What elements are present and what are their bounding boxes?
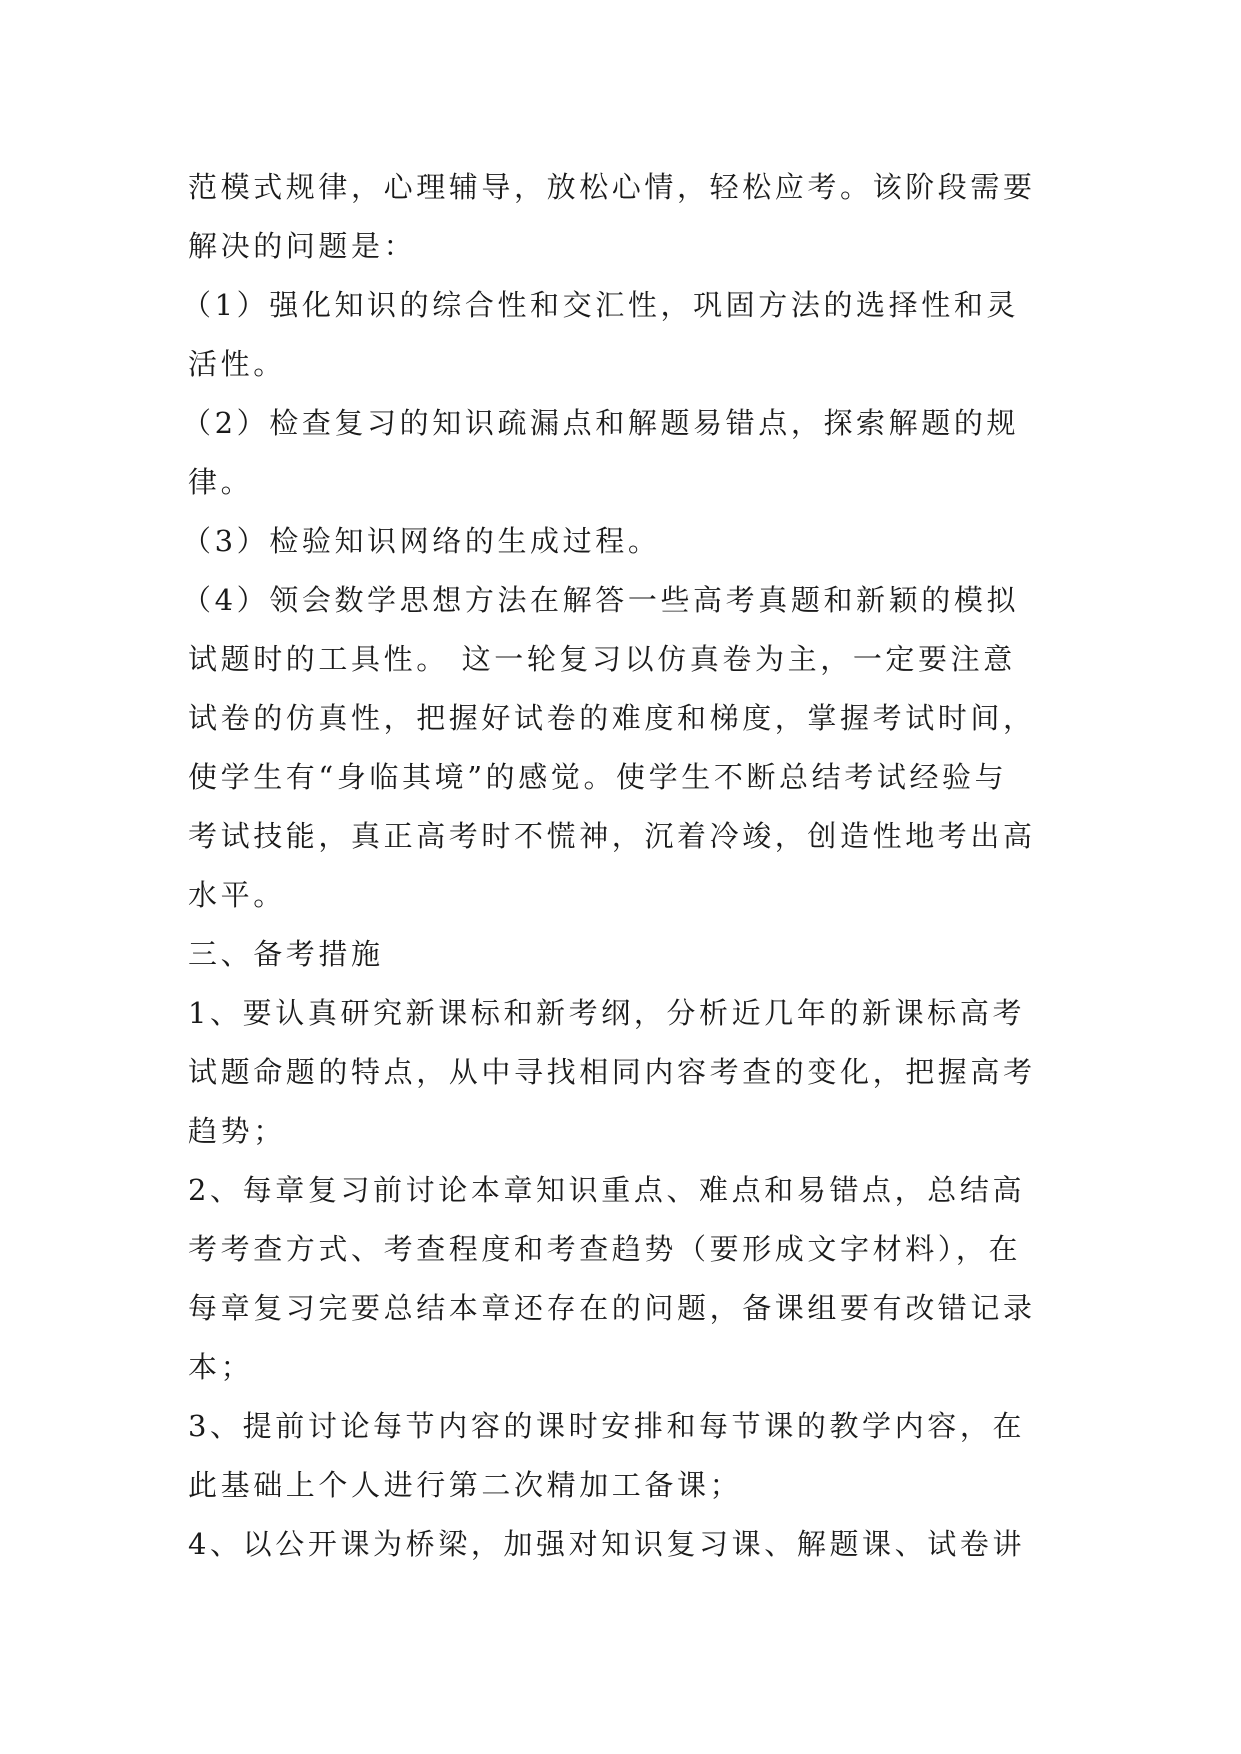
numbered-item-2: 2、每章复习前讨论本章知识重点、难点和易错点，总结高: [188, 1173, 1026, 1207]
text-line: 试题时的工具性。 这一轮复习以仿真卷为主，一定要注意: [188, 642, 1016, 676]
numbered-item-4: 4、以公开课为桥梁，加强对知识复习课、解题课、试卷讲: [188, 1527, 1026, 1561]
numbered-item-1: 1、要认真研究新课标和新考纲，分析近几年的新课标高考: [188, 996, 1026, 1030]
text-line: 本；: [188, 1350, 254, 1384]
text-line: 律。: [188, 465, 254, 499]
text-line: 此基础上个人进行第二次精加工备课；: [188, 1468, 743, 1502]
text-line: 趋势；: [188, 1114, 286, 1148]
text-line: 解决的问题是：: [188, 229, 417, 263]
list-item-2: （2）检查复习的知识疏漏点和解题易错点，探索解题的规: [182, 406, 1020, 440]
text-line: 活性。: [188, 347, 286, 381]
text-line: 考试技能，真正高考时不慌神，沉着冷竣，创造性地考出高: [188, 819, 1036, 853]
list-item-1: （1）强化知识的综合性和交汇性，巩固方法的选择性和灵: [182, 288, 1020, 322]
text-line: 每章复习完要总结本章还存在的问题，备课组要有改错记录: [188, 1291, 1036, 1325]
text-line: 水平。: [188, 878, 286, 912]
list-item-3: （3）检验知识网络的生成过程。: [182, 524, 661, 558]
text-line: 考考查方式、考查程度和考查趋势（要形成文字材料），在: [188, 1232, 1022, 1266]
text-line: 范模式规律，心理辅导，放松心情，轻松应考。该阶段需要: [188, 170, 1036, 204]
section-heading: 三、备考措施: [188, 937, 384, 971]
document-page: [182, 158, 1058, 1574]
text-line: 试题命题的特点，从中寻找相同内容考查的变化，把握高考: [188, 1055, 1036, 1089]
numbered-item-3: 3、提前讨论每节内容的课时安排和每节课的教学内容，在: [188, 1409, 1026, 1443]
text-line: 试卷的仿真性，把握好试卷的难度和梯度，掌握考试时间，: [188, 701, 1036, 735]
list-item-4: （4）领会数学思想方法在解答一些高考真题和新颖的模拟: [182, 583, 1020, 617]
text-line: 使学生有“身临其境”的感觉。使学生不断总结考试经验与: [188, 760, 1008, 794]
